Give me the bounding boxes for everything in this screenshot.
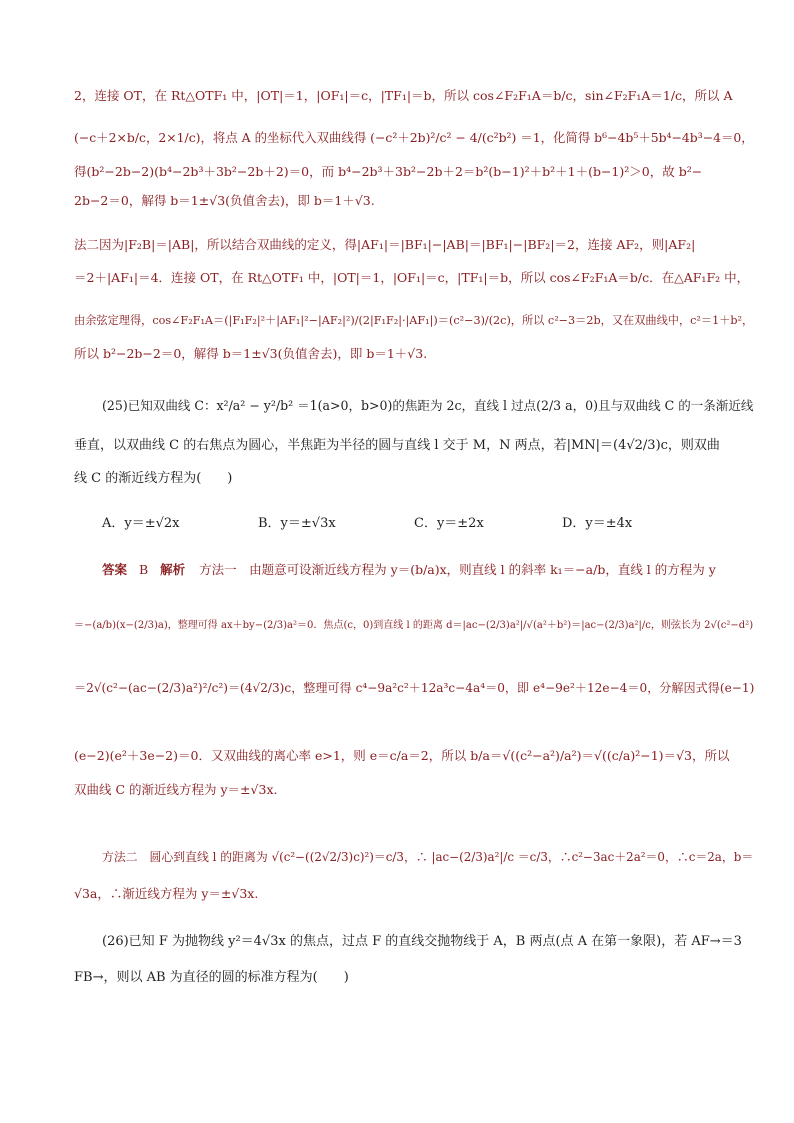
answer-25-line-2: ＝−(a/b)(x−(2/3)a)，整理可得 ax＋by−(2/3)a²＝0．焦点(c，0)到直线 l 的距离 d＝|ac−(2/3)a²|/√(a²＋b²)＝|ac−(2/3)a²|/c，则弦长为 2√(c²−d²) <box>74 620 754 631</box>
answer-25-line-1 <box>102 562 716 578</box>
question-25-line-3: 线 C 的渐近线方程为( ) <box>74 471 233 486</box>
answer-25-line-5: 双曲线 C 的渐近线方程为 y＝±√3x. <box>74 782 278 797</box>
answer-25-line-3: ＝2√(c²−(ac−(2/3)a²)²/c²)＝(4√2/3)c，整理可得 c⁴−9a²c²＋12a³c−4a⁴＝0，即 e⁴−9e²＋12e−4＝0，分解因式得(e−1) <box>74 681 755 695</box>
solution-a-line-3: 得(b²−2b−2)(b⁴−2b³＋3b²−2b＋2)＝0，而 b⁴−2b³＋3b²−2b＋2＝b²(b−1)²＋b²＋1＋(b−1)²＞0，故 b²− <box>74 164 703 179</box>
answer-choice: B <box>139 562 149 577</box>
answer-25-method2-line-2: √3a，∴渐近线方程为 y＝±√3x. <box>74 886 259 901</box>
solution-a-line-2: (−c＋2×b/c，2×1/c)，将点 A 的坐标代入双曲线得 (−c²＋2b)²/c² − 4/(c²b²) ＝1，化简得 b⁶−4b⁵＋5b⁴−4b³−4＝0， <box>74 130 754 145</box>
solution-b-line-3: 由余弦定理得，cos∠F₂F₁A＝(|F₁F₂|²＋|AF₁|²−|AF₂|²)/(2|F₁F₂|·|AF₁|)＝(c²−3)/(2c)，所以 c²−3＝2b，又在双曲线中，c²＝1＋b²， <box>74 314 754 327</box>
solution-b-line-1: 法二因为|F₂B|＝|AB|，所以结合双曲线的定义，得|AF₁|＝|BF₁|−|AB|＝|BF₁|−|BF₂|＝2，连接 AF₂，则|AF₂| <box>74 237 696 252</box>
answer-25-line-1-text: 方法一 由题意可设渐近线方程为 y＝(b/a)x，则直线 l 的斜率 k₁＝−a/b，直线 l 的方程为 y <box>199 562 716 577</box>
answer-label: 答案 <box>102 562 128 577</box>
analysis-label: 解析 <box>160 562 186 577</box>
solution-a-line-4: 2b−2＝0，解得 b＝1±√3(负值舍去)，即 b＝1＋√3. <box>74 193 375 208</box>
solution-b-line-2: ＝2＋|AF₁|＝4．连接 OT，在 Rt△OTF₁ 中，|OT|＝1，|OF₁|＝c，|TF₁|＝b，所以 cos∠F₂F₁A＝b/c．在△AF₁F₂ 中， <box>74 270 750 285</box>
solution-a-line-1: 2，连接 OT，在 Rt△OTF₁ 中，|OT|＝1，|OF₁|＝c，|TF₁|＝b，所以 cos∠F₂F₁A＝b/c，sin∠F₂F₁A＝1/c，所以 A <box>74 88 733 103</box>
option-b: B．y＝±√3x <box>258 516 336 531</box>
option-a: A．y＝±√2x <box>102 516 180 531</box>
question-26-line-2: FB→，则以 AB 为直径的圆的标准方程为( ) <box>74 970 349 985</box>
answer-25-line-4: (e−2)(e²＋3e−2)＝0．又双曲线的离心率 e>1，则 e＝c/a＝2，所以 b/a＝√((c²−a²)/a²)＝√((c/a)²−1)＝√3，所以 <box>74 748 730 763</box>
question-25-line-2: 垂直，以双曲线 C 的右焦点为圆心，半焦距为半径的圆与直线 l 交于 M，N 两点，若|MN|＝(4√2/3)c，则双曲 <box>74 438 720 453</box>
answer-25-method2-line-1: 方法二 圆心到直线 l 的距离为 √(c²−((2√2/3)c)²)＝c/3，∴ |ac−(2/3)a²|/c ＝c/3，∴c²−3ac＋2a²＝0，∴c＝2a，b＝ <box>102 850 754 864</box>
option-d: D．y＝±4x <box>562 516 633 531</box>
question-25-line-1: (25)已知双曲线 C：x²/a² − y²/b² ＝1(a>0，b>0)的焦距为 2c，直线 l 过点(2/3 a，0)且与双曲线 C 的一条渐近线 <box>102 398 754 413</box>
option-c: C．y＝±2x <box>414 516 484 531</box>
solution-b-line-4: 所以 b²−2b−2＝0，解得 b＝1±√3(负值舍去)，即 b＝1＋√3. <box>74 346 428 361</box>
question-26-line-1: (26)已知 F 为抛物线 y²＝4√3x 的焦点，过点 F 的直线交抛物线于 A，B 两点(点 A 在第一象限)，若 AF→＝3 <box>102 934 742 949</box>
